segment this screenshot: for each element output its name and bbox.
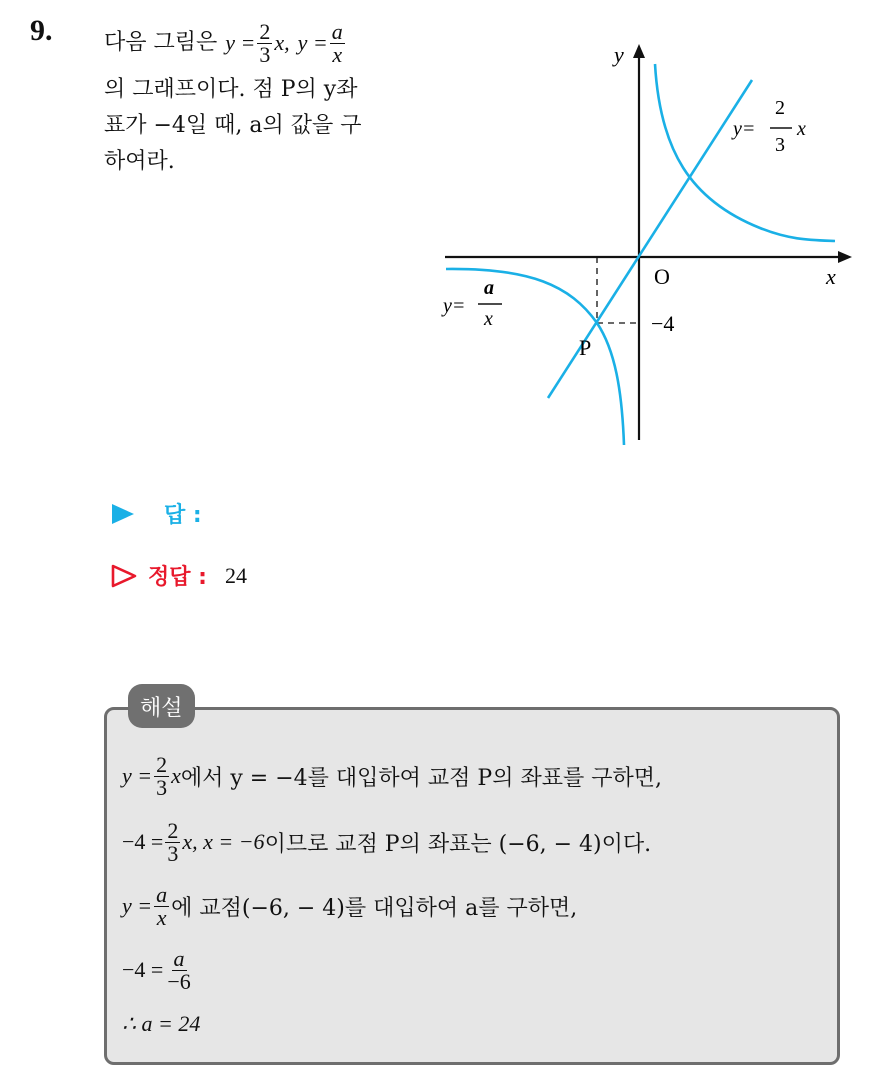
exp2-numerator: 2 [167, 817, 179, 843]
answer-label: 답 : [164, 503, 202, 528]
outline-triangle-icon [110, 563, 138, 589]
explanation-content [122, 742, 838, 1046]
exp4-fraction [165, 945, 192, 994]
exp2-eq: x, x = −6 [182, 829, 265, 854]
eq1-lhs: y = [225, 30, 256, 55]
exp2-text: 이므로 교점 P의 좌표는 (−6, − 4)이다. [264, 831, 652, 857]
y-axis-arrow [633, 44, 645, 58]
exp1-denominator: 3 [156, 774, 168, 800]
explanation-line-5: ∴ a = 24 [122, 1011, 201, 1036]
question-number: 9. [30, 14, 53, 47]
exp1-var: x [171, 763, 181, 788]
eq2-fraction [330, 18, 345, 67]
exp3-fraction [154, 881, 169, 930]
eq1-numerator: 2 [259, 18, 271, 44]
exp4-numerator: a [173, 945, 185, 971]
explanation-line-3 [122, 874, 838, 938]
correct-answer-row [110, 560, 247, 591]
answer-row [110, 498, 202, 529]
exp1-fraction [154, 751, 169, 800]
question-line2: 의 그래프이다. 점 P의 y좌 [104, 77, 358, 102]
curve-label-lhs: y= [443, 295, 466, 317]
exp3-denominator: x [156, 904, 167, 930]
y-axis-label: y [614, 42, 624, 67]
play-triangle-icon [110, 502, 136, 526]
exp3-text: 에 교점(−6, − 4)를 대입하여 a를 구하면, [171, 895, 578, 921]
exp1-lhs: y = [122, 763, 153, 788]
exp3-numerator: a [156, 881, 168, 907]
origin-label: O [654, 264, 670, 289]
exp2-lhs: −4 = [122, 829, 164, 854]
eq2-lhs: y = [297, 30, 328, 55]
eq2-numerator: a [331, 18, 343, 44]
eq1-var: x, [274, 30, 290, 55]
exp4-denominator: −6 [167, 968, 191, 994]
question-text [104, 14, 424, 180]
line-label-num: 2 [775, 97, 785, 119]
exp2-fraction [165, 817, 180, 866]
function-graph [430, 38, 860, 458]
line-label-lhs: y= [733, 118, 756, 140]
x-axis-arrow [838, 251, 852, 263]
exp3-lhs: y = [122, 893, 153, 918]
correct-answer-label: 정답 : [148, 565, 207, 590]
explanation-line-2 [122, 810, 838, 874]
question-line1-prefix: 다음 그림은 [104, 30, 218, 55]
eq2-denominator: x [332, 41, 343, 67]
exp1-text: 에서 y = −4를 대입하여 교점 P의 좌표를 구하면, [180, 765, 662, 791]
exp4-lhs: −4 = [122, 957, 164, 982]
correct-answer-value: 24 [224, 562, 247, 588]
line-label-var: x [797, 118, 806, 140]
y-tick-minus4: −4 [651, 311, 675, 336]
line-label-den: 3 [775, 134, 785, 156]
exp1-numerator: 2 [156, 751, 168, 777]
question-line3: 표가 −4일 때, a의 값을 구 [104, 113, 362, 138]
exp2-denominator: 3 [167, 840, 179, 866]
curve-label-den: x [484, 308, 493, 330]
eq1-fraction [257, 18, 272, 67]
x-axis-label: x [826, 264, 836, 289]
explanation-line-1 [122, 742, 838, 810]
curve-label-num: a [484, 277, 494, 299]
question-line4: 하여라. [104, 149, 175, 174]
explanation-tag: 해설 [128, 684, 195, 728]
point-p-label: P [579, 335, 592, 360]
explanation-line-4 [122, 938, 838, 1002]
eq1-denominator: 3 [259, 41, 271, 67]
